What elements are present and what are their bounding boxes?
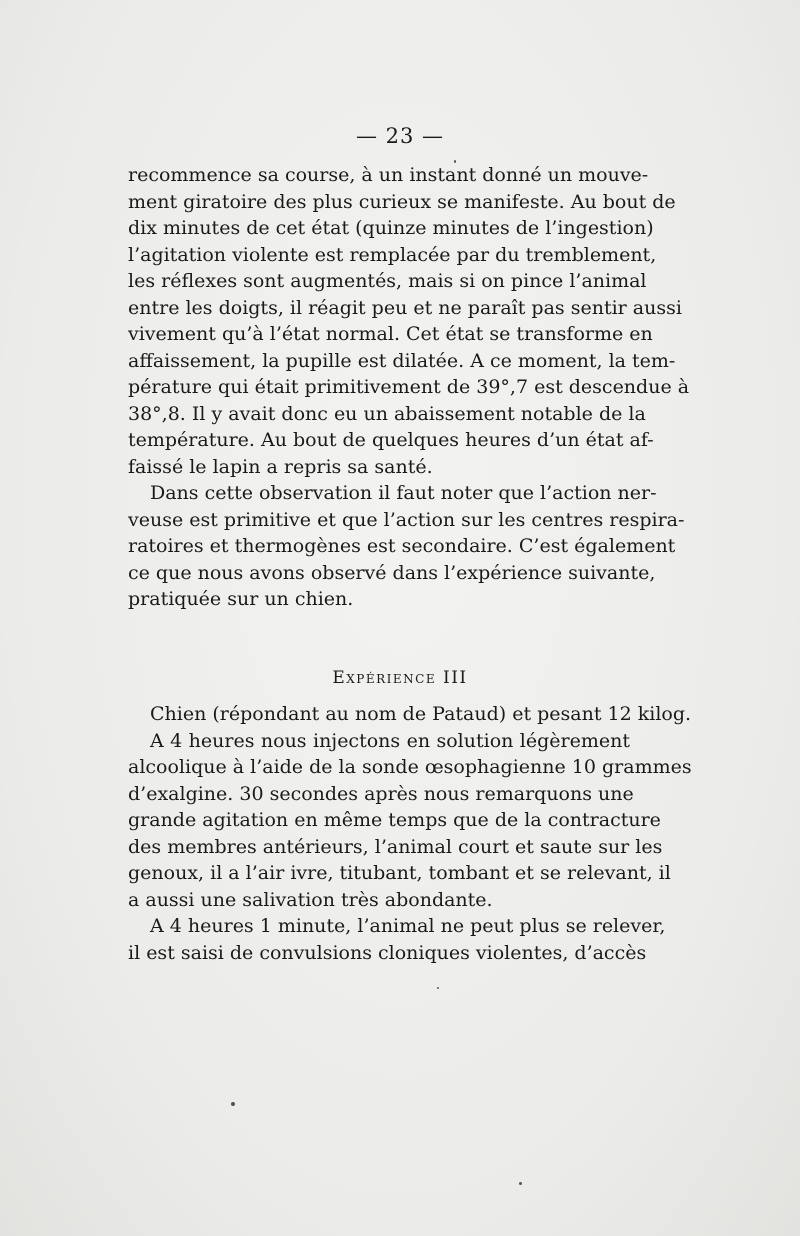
text-line: d’exalgine. 30 secondes après nous remarquons une xyxy=(128,782,634,805)
text-line: Dans cette observation il faut noter que l’action ner- xyxy=(150,482,657,504)
text-line: des membres antérieurs, l’animal court et saute sur les xyxy=(128,835,663,858)
text-line: Chien (répondant au nom de Pataud) et pesant 12 kilog. xyxy=(150,703,692,725)
text-line: A 4 heures nous injectons en solution légèrement xyxy=(150,729,630,752)
text-line: alcoolique à l’aide de la sonde œsophagienne 10 grammes xyxy=(128,756,692,778)
body-text-before-heading xyxy=(128,162,690,613)
text-line: l’agitation violente est remplacée par du tremblement, xyxy=(128,243,657,266)
scan-speck xyxy=(437,987,439,989)
text-line: entre les doigts, il réagit peu et ne paraît pas sentir aussi xyxy=(128,296,682,319)
text-line: pratiquée sur un chien. xyxy=(128,588,354,610)
text-line: faissé le lapin a repris sa santé. xyxy=(128,455,433,478)
text-line: les réflexes sont augmentés, mais si on pince l’animal xyxy=(128,270,647,292)
scan-speck xyxy=(519,1182,522,1185)
text-line: ce que nous avons observé dans l’expérience suivante, xyxy=(128,561,656,584)
text-line: veuse est primitive et que l’action sur les centres respira- xyxy=(128,508,685,531)
text-line: A 4 heures 1 minute, l’animal ne peut plus se relever, xyxy=(150,915,666,937)
text-line: recommence sa course, à un instant donné un mouve- xyxy=(128,164,649,186)
scan-speck xyxy=(231,1102,235,1106)
text-line: affaissement, la pupille est dilatée. A ce moment, la tem- xyxy=(128,349,676,372)
text-line: grande agitation en même temps que de la contracture xyxy=(128,809,661,831)
text-line: il est saisi de convulsions cloniques violentes, d’accès xyxy=(128,941,647,964)
page-number: — 23 — xyxy=(355,124,445,148)
body-text-after-heading xyxy=(128,701,692,966)
text-line: vivement qu’à l’état normal. Cet état se transforme en xyxy=(128,323,653,345)
text-line: 38°,8. Il y avait donc eu un abaissement notable de la xyxy=(128,402,646,425)
text-line: dix minutes de cet état (quinze minutes de l’ingestion) xyxy=(128,217,654,239)
text-line: température. Au bout de quelques heures d’un état af- xyxy=(128,429,654,451)
text-line: genoux, il a l’air ivre, titubant, tombant et se relevant, il xyxy=(128,862,671,884)
text-line: ment giratoire des plus curieux se manifeste. Au bout de xyxy=(128,190,676,213)
text-line: a aussi une salivation très abondante. xyxy=(128,888,493,911)
scan-speck xyxy=(454,160,456,163)
text-line: pérature qui était primitivement de 39°,7 est descendue à xyxy=(128,376,690,398)
text-line: ratoires et thermogènes est secondaire. C’est également xyxy=(128,535,676,557)
section-heading: Expérience III xyxy=(332,668,468,688)
